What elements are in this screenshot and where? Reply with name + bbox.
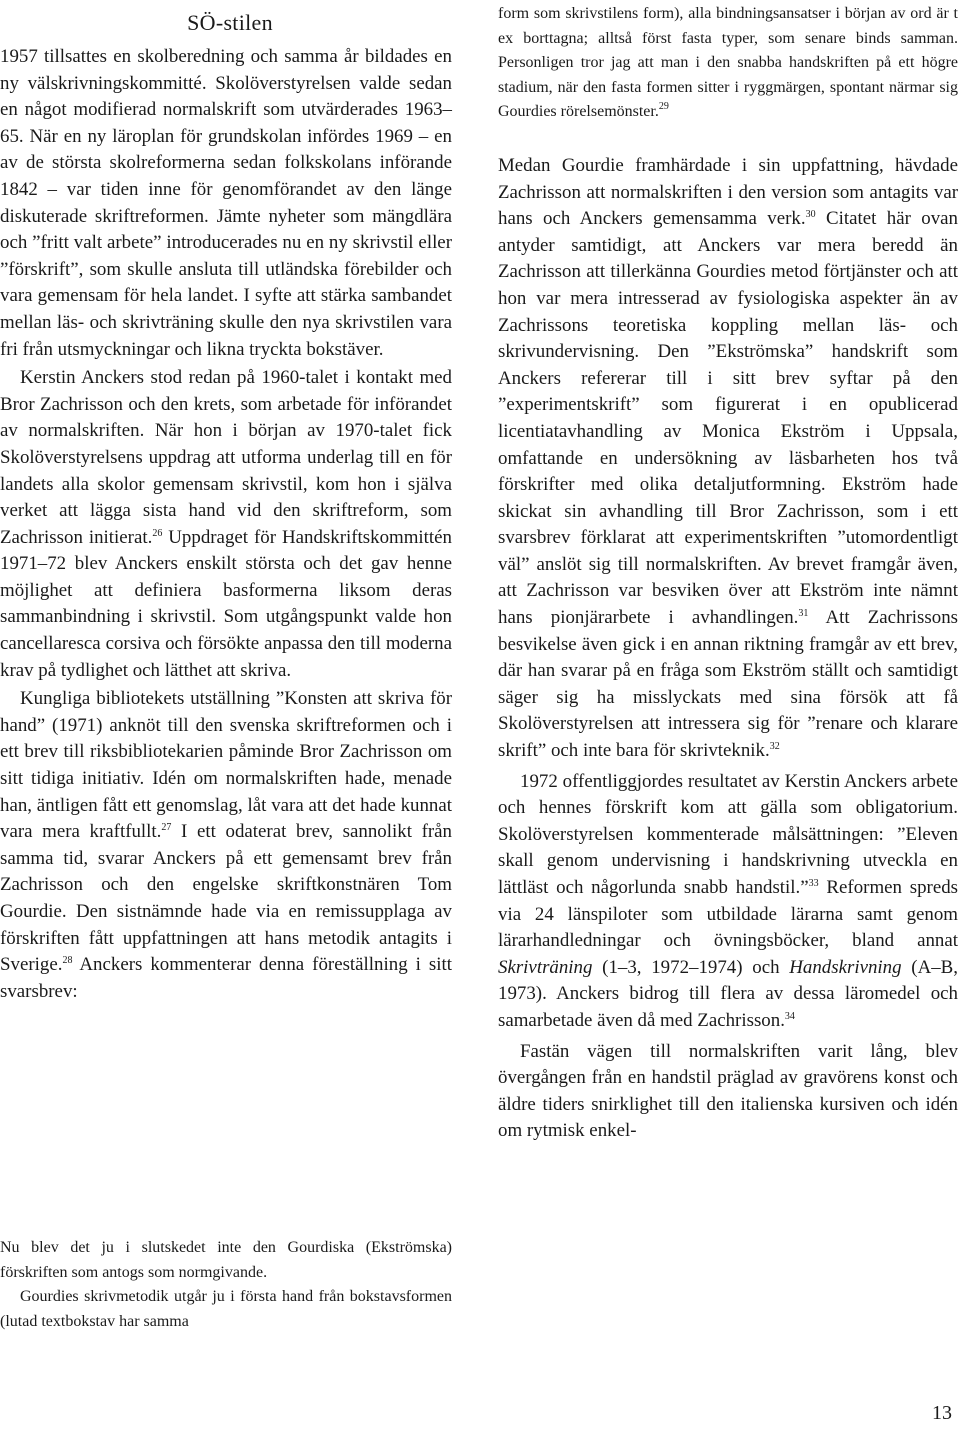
paragraph-text: (1–3, 1972–1974) och <box>592 956 790 978</box>
paragraph-text: Reformen spreds via 24 länspiloter som utbildade lärarna samt genom lärarhandledningar och övningsböcker, bland annat <box>498 877 958 952</box>
paragraph-text: (A–B, 1973). Anckers bidrog till flera av dessa läromedel och samarbetade även då med Zachrisson. <box>498 956 958 1031</box>
paragraph-text: 1972 offentliggjordes resultatet av Kerstin Anckers arbete och hennes förskrift kom att gälla som obligatorium. Skolöverstyrelsen kommenterade målsättningen: ”Eleven skall genom undervisning i handskrivning utveckla en lättläst och någorlunda snabb handstil.” <box>498 770 958 898</box>
paragraph <box>0 365 452 684</box>
right-body <box>498 153 958 1145</box>
footnote-ref-31[interactable]: 31 <box>798 608 809 620</box>
footnote-ref-28[interactable]: 28 <box>62 955 73 967</box>
paragraph-text: Anckers kommenterar denna föreställning i sitt svarsbrev: <box>0 954 452 1002</box>
paragraph-text: Att Zachrissons besvikelse även gick i en annan riktning framgår av ett brev, där han svarar på en fråga som Ekström ställt och samtidigt säger sig ha misslyckats med sina försök att få Skolöverstyrelsen att intressera sig för ”renare och klarare skrift” och inte bara för skrivteknik. <box>498 607 958 762</box>
paragraph <box>498 769 958 1035</box>
footnote-ref-33[interactable]: 33 <box>808 878 819 889</box>
book-title: Handskrivning <box>789 956 902 978</box>
block-quote-continued <box>498 2 958 125</box>
paragraph <box>498 153 958 765</box>
quote-text-span: form som skrivstilens form), alla bindningsansatser i början av ord är t ex borttagna; alltså först fasta typer, som senare binds samman. Personligen tror jag att man i den snabba handskriften på ett högre stadium, när den fasta formen sitter i ryggmärgen, spontant närmar sig Gourdies rörelsemönster. <box>498 5 958 121</box>
paragraph-text: Fastän vägen till normalskriften varit lång, blev övergången från en handstil präglad av gravörens konst och äldre tiders snirklighet till den italienska kursiven och idén om rytmisk enkel- <box>498 1040 958 1142</box>
block-quote <box>0 1236 452 1334</box>
footnote-ref-29[interactable]: 29 <box>658 101 669 113</box>
paragraph-text: Kungliga bibliotekets utställning ”Konsten att skriva för hand” (1971) anknöt till den svenska skriftreformen och i ett brev till riksbibliotekarien påminde Bror Zachrisson om sitt tidiga initiativ. Idén om normalskriften hade, menade han, äntligen fått ett genomslag, låt vara att det hade kunnat vara mera kraftfullt. <box>0 688 452 843</box>
paragraph-text: Citatet här ovan antyder samtidigt, att Anckers var mera beredd än Zachrisson att tillerkänna Gourdies metod förtjänster och att hon var mera intresserad av fysiologiska aspekter än av Zachrissons teoretiska koppling mellan läs- och skrivundervisning. Den ”Ekströmska” handskrift som Anckers refererar till i sitt brev syftar på den ”experimentskrift” som figurerat i en opublicerad licentiatavhandling av Monica Ekström i Uppsala, omfattande en undersökning av läsbarheten hos två förskrifter med olika detaljutformning. Ekström hade skickat sin avhandling till Bror Zachrisson, som i ett svarsbrev förklarat att experimentskriften ”utomordentligt väl” anslöt sig till normalskriften. Av brevet framgår även, att Zachrisson var besviken över att Ekström inte nämnt hans pionjärarbete i avhandlingen. <box>498 208 958 629</box>
paragraph <box>0 686 452 1005</box>
running-head: SÖ-stilen <box>187 10 273 35</box>
book-title: Skrivträning <box>498 956 593 978</box>
paragraph <box>498 1039 958 1145</box>
page-number: 13 <box>932 1402 952 1424</box>
footnote-ref-34[interactable]: 34 <box>784 1010 795 1022</box>
footnote-ref-26[interactable]: 26 <box>152 527 163 539</box>
quote-text <box>498 2 958 125</box>
right-column <box>498 2 958 1145</box>
paragraph <box>0 44 452 363</box>
paragraph-text: Kerstin Anckers stod redan på 1960-talet i kontakt med Bror Zachrisson och den krets, som arbetade för införandet av normalskriften. När hon i början av 1970-talet fick Skolöverstyrelsens uppdrag att utforma underlag till en för landets alla skolor gemensam skrivstil, kom hon i själva verket att lägga sista hand vid den skriftreform, som Zachrisson initierat. <box>0 367 452 548</box>
paragraph-text: I ett odaterat brev, sannolikt från samma tid, svarar Anckers på ett gemensamt brev från Zachrisson och den engelske skriftkonstnären Tom Gourdie. Den sistnämnde hade via en remissupplaga av förskriften fått uppfattningen att hans metodik antagits i Sverige. <box>0 821 452 976</box>
paragraph-text: Uppdraget för Handskriftskommittén 1971–72 blev Anckers enskilt största och det gav henne möjlighet att definiera basformerna liksom deras sammanbindning i skrivstil. Som utgångspunkt valde hon cancellaresca corsiva och försökte anpassa den till moderna krav på tydlighet och lätthet att skriva. <box>0 526 452 681</box>
paragraph-text: 1957 tillsattes en skolberedning och samma år bildades en ny välskrivningskommitté. Skolöverstyrelsen valde sedan en något modifierad normalskrift som utvärderades 1963–65. När en ny läroplan för grundskolan infördes 1969 – en av de största skolreformerna sedan folkskolans införande 1842 – var tiden inne för genomförandet av den länge diskuterade skriftreformen. Jämte nyheter som mängdlära och ”fritt valt arbete” introducerades nu en ny skrivstil eller ”förskrift”, som skulle ansluta till utländska förebilder och vara gemensam för hela landet. I syfte att stärka sambandet mellan läs- och skrivträning skulle den nya skrivstilen vara fri från utsmyckningar och likna tryckta bokstäver. <box>0 46 452 360</box>
quote-line: Nu blev det ju i slutskedet inte den Gourdiska (Ekströmska) förskriften som antogs som normgivande. <box>0 1239 452 1281</box>
left-column <box>0 44 452 1005</box>
footnote-ref-30[interactable]: 30 <box>805 209 816 221</box>
footnote-ref-32[interactable]: 32 <box>769 741 780 753</box>
footnote-ref-27[interactable]: 27 <box>161 822 172 834</box>
paragraph-text: Medan Gourdie framhärdade i sin uppfattning, hävdade Zachrisson att normalskriften i den version som antagits var hans och Anckers gemensamma verk. <box>498 154 958 230</box>
quote-line: Gourdies skrivmetodik utgår ju i första hand från bokstavsformen (lutad textbokstav har samma <box>0 1288 452 1330</box>
